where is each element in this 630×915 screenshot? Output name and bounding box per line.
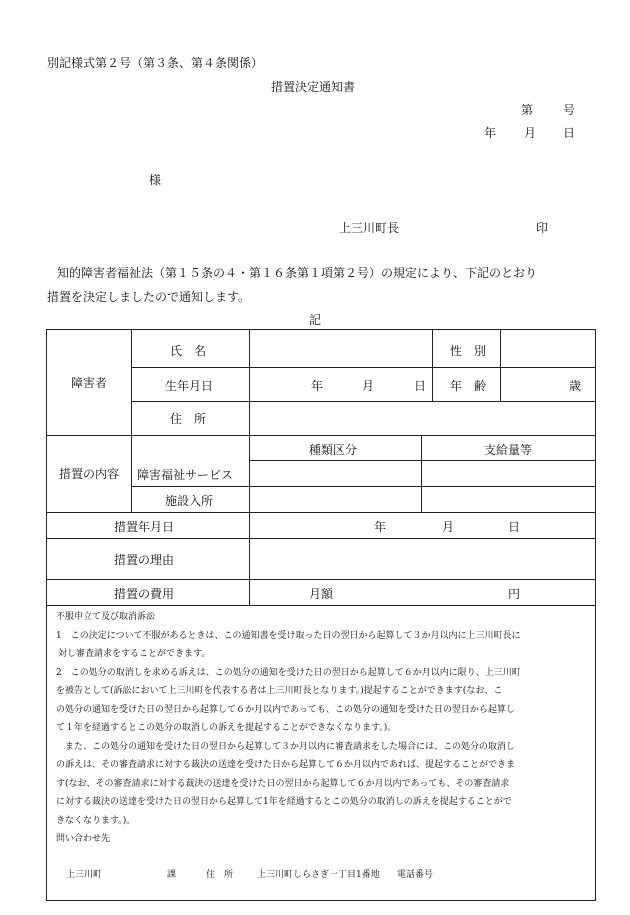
- reason-label: 措置の理由: [114, 553, 175, 567]
- measure-date-label: 措置年月日: [114, 520, 175, 534]
- content-label: 措置の内容: [59, 467, 120, 481]
- type-header: 種類区分: [309, 443, 358, 457]
- notes-line: の処分の通知を受けた日の翌日から起算して６か月以内であっても、この処分の通知を受けた日の翌日から起算し: [56, 704, 515, 715]
- person-label: 障害者: [71, 376, 108, 390]
- body-line-2: 措置を決定しましたので通知します。: [47, 290, 251, 304]
- birth-label: 生年月日: [165, 379, 214, 393]
- amount-header: 支給量等: [484, 443, 533, 457]
- name-label: 氏 名: [170, 344, 207, 358]
- notes-line: 2 この処分の取消しを求める訴えは、この処分の通知を受けた日の翌日から起算して６か月以内に限り、上三川町: [56, 667, 521, 678]
- measure-date-day: 日: [508, 520, 521, 534]
- contact-town: 上三川町: [66, 870, 103, 880]
- ki-label: 記: [309, 313, 322, 327]
- addressee-suffix: 様: [149, 173, 162, 187]
- sex-label: 性 別: [450, 344, 487, 358]
- date-year: 年: [484, 126, 497, 140]
- number-prefix: 第: [521, 103, 534, 117]
- form-number: 別記様式第２号（第３条、第４条関係）: [47, 56, 264, 70]
- notes-line: に対する裁決の送達を受けた日の翌日から起算して1年を経過するとこの処分の取消しの訴えを提起することがで: [56, 797, 512, 807]
- age-label: 年 齢: [450, 379, 487, 393]
- notes-heading: 不服申立て及び取消訴訟: [56, 612, 156, 622]
- measure-date-month: 月: [442, 520, 455, 534]
- age-unit: 歳: [569, 379, 582, 393]
- measure-date-year: 年: [374, 520, 387, 534]
- notes-line: す(なお、その審査請求に対する裁決の送達を受けた日の翌日から起算して６か月以内であっても、その審査請求: [56, 778, 510, 789]
- contact-phone-label: 電話番号: [397, 870, 434, 880]
- contact-address: 上三川町しらさぎ一丁目1番地: [257, 870, 380, 880]
- address-label: 住 所: [170, 412, 207, 426]
- contact-heading: 問い合わせ先: [56, 834, 111, 844]
- notes-line: 対し審査請求をすることができます。: [58, 649, 211, 659]
- cost-label: 措置の費用: [114, 587, 175, 601]
- document-title: 措置決定通知書: [271, 80, 356, 94]
- issuer-name: 上三川町長: [339, 221, 400, 235]
- birth-month: 月: [362, 379, 375, 393]
- facility-label: 施設入所: [165, 494, 214, 508]
- contact-dept: 課: [167, 870, 177, 880]
- notes-line: の訴えは、その審査請求に対する裁決の送達を受けた日から起算して６か月以内であれば、提起することができま: [56, 760, 516, 770]
- date-day: 日: [563, 126, 576, 140]
- birth-year: 年: [311, 379, 324, 393]
- appeal-notes: [56, 608, 596, 849]
- yen-label: 円: [508, 587, 521, 601]
- notes-line: を被告として(訴訟において上三川町を代表する者は上三川町長となります。)提起することができます(なお、こ: [56, 686, 503, 696]
- notes-line: きなくなります。)。: [56, 815, 136, 826]
- monthly-label: 月額: [309, 587, 334, 601]
- date-month: 月: [524, 126, 537, 140]
- notes-line: また、この処分の通知を受けた日の翌日から起算して３か月以内に審査請求をした場合には、この処分の取消し: [56, 741, 516, 752]
- body-line-1: 知的障害者福祉法（第１５条の４・第１６条第１項第２号）の規定により、下記のとおり: [57, 266, 538, 280]
- notes-line: 1 この決定について不服があるときは、この通知書を受け取った日の翌日から起算して３か月以内に上三川町長に: [56, 630, 521, 641]
- birth-day: 日: [414, 379, 427, 393]
- number-suffix: 号: [563, 103, 576, 117]
- notes-line: て１年を経過するとこの処分の取消しの訴えを提起することができなくなります。)。: [56, 723, 397, 733]
- contact-address-label: 住 所: [206, 870, 234, 880]
- seal-mark: 印: [536, 221, 549, 235]
- service-label: 障害福祉サービス: [137, 468, 234, 482]
